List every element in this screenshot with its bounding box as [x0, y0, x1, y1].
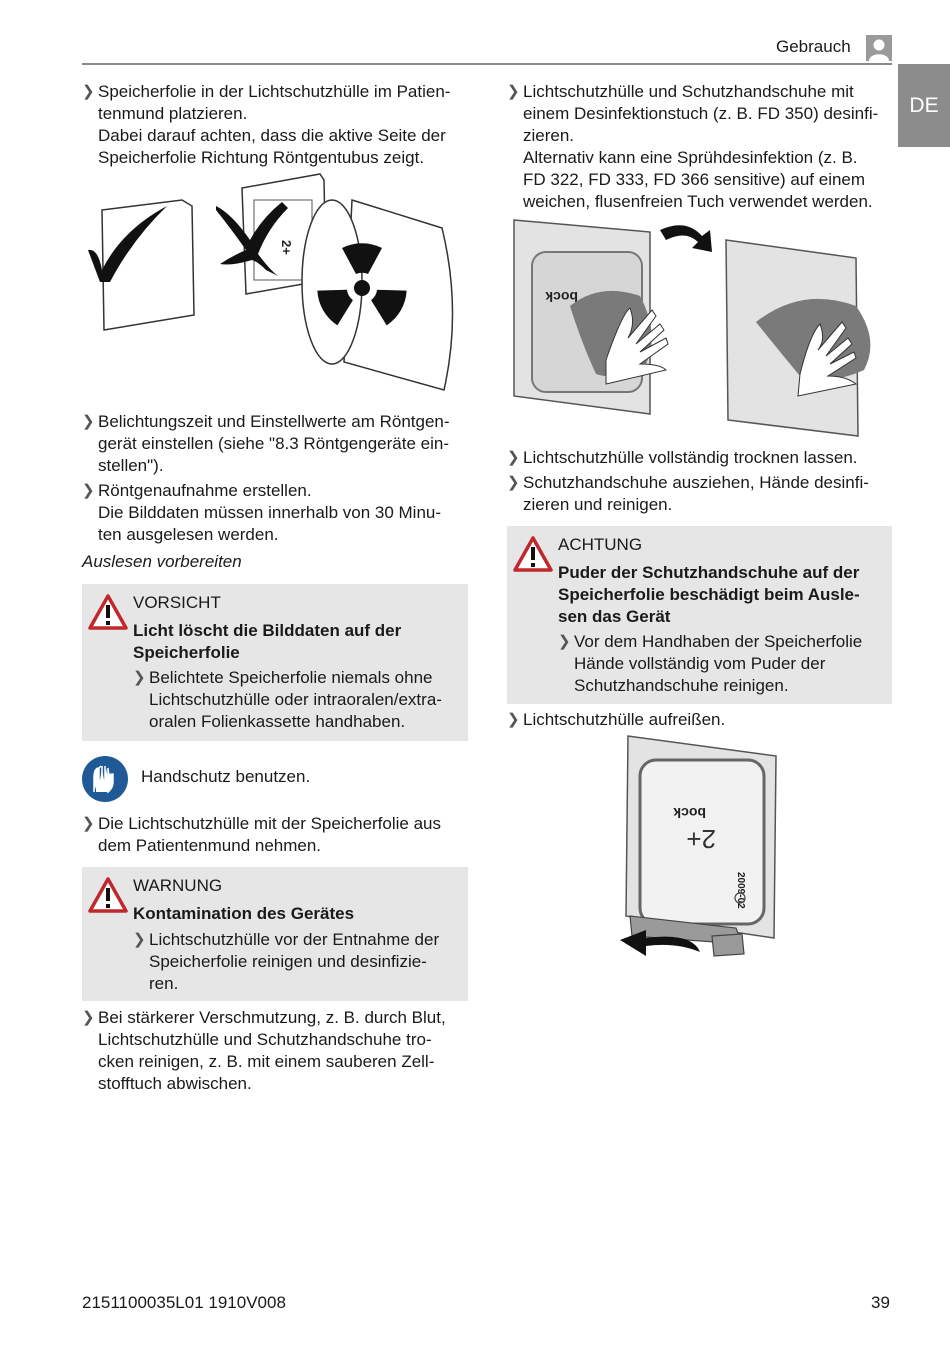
plate-size-label: 2+	[686, 824, 716, 854]
chevron-right-icon: ❯	[82, 1009, 95, 1026]
plate-size-label: 2+	[279, 240, 294, 255]
right-step-2: ❯ Lichtschutzhülle vollständig trocknen lassen.	[507, 448, 858, 467]
left-step-1: ❯ Speicherfolie in der Lichtschutzhülle im Patien- tenmund platzieren. Dabei darauf achten, dass die aktive Seite der Speicherfolie Richtung Röntgentubus zeigt.	[82, 82, 451, 167]
chevron-right-icon: ❯	[507, 474, 520, 491]
caution-title: Licht löscht die Bilddaten auf der Speicherfolie	[133, 621, 402, 662]
right-step-4: ❯ Lichtschutzhülle aufreißen.	[507, 710, 726, 729]
chevron-right-icon: ❯	[82, 815, 95, 832]
notice-signal: ACHTUNG	[558, 535, 643, 554]
brand-label: bock	[545, 289, 578, 305]
chevron-right-icon: ❯	[82, 413, 95, 430]
right-step-3: ❯ Schutzhandschuhe ausziehen, Hände desinfi- zieren und reinigen.	[507, 473, 869, 514]
document-id: 2151100035L01 1910V008	[82, 1293, 286, 1312]
chevron-right-icon: ❯	[558, 633, 571, 650]
page-number: 39	[871, 1293, 890, 1312]
section-title: Gebrauch	[776, 37, 851, 56]
warning-triangle-icon	[88, 877, 128, 913]
glove-icon	[82, 756, 128, 802]
right-step-1: ❯ Lichtschutzhülle und Schutzhandschuhe mit einem Desinfektionstuch (z. B. FD 350) desinfi- zieren. Alternativ kann eine Sprühdesinfektion (z. B. FD 322, FD 333, FD 366 sensitive) auf einem weichen, flusenfreien Tuch verwendet werden.	[507, 82, 879, 211]
user-icon	[866, 35, 892, 61]
chevron-right-icon: ❯	[133, 931, 146, 948]
left-step-4: ❯ Die Lichtschutzhülle mit der Speicherfolie aus dem Patientenmund nehmen.	[82, 814, 442, 855]
language-tab: DE	[898, 64, 950, 147]
notice-item: ❯ Vor dem Handhaben der Speicherfolie Hände vollständig vom Puder der Schutzhandschuhe reinigen.	[558, 632, 863, 695]
placement-figure	[82, 170, 472, 400]
warning-triangle-icon	[88, 594, 128, 630]
chevron-right-icon: ❯	[82, 482, 95, 499]
warning-signal: WARNUNG	[133, 876, 223, 895]
disinfection-figure	[510, 214, 890, 440]
notice-title: Puder der Schutzhandschuhe auf der Speicherfolie beschädigt beim Ausle- sen das Gerät	[558, 563, 860, 626]
left-step-2: ❯ Belichtungszeit und Einstellwerte am Röntgen- gerät einstellen (siehe "8.3 Röntgengeräte ein- stellen").	[82, 412, 450, 475]
tear-open-figure	[616, 732, 786, 964]
chevron-right-icon: ❯	[133, 669, 146, 686]
warning-title: Kontamination des Gerätes	[133, 904, 355, 923]
chevron-right-icon: ❯	[507, 711, 520, 728]
left-step-5: ❯ Bei stärkerer Verschmutzung, z. B. durch Blut, Lichtschutzhülle und Schutzhandschuhe tro- cken reinigen, z. B. mit einem sauberen Zell- stofftuch abwischen.	[82, 1008, 446, 1093]
brand-label: bock	[673, 805, 706, 821]
chevron-right-icon: ❯	[82, 83, 95, 100]
left-step-3: ❯ Röntgenaufnahme erstellen. Die Bilddaten müssen innerhalb von 30 Minu- ten ausgelesen werden.	[82, 481, 442, 544]
caution-item: ❯ Belichtete Speicherfolie niemals ohne Lichtschutzhülle oder intraoralen/extra- oralen Folienkassette handhaben.	[133, 668, 442, 731]
glove-note: Handschutz benutzen.	[141, 767, 311, 786]
notice-box	[507, 526, 892, 704]
header-rule	[82, 63, 892, 65]
flip-arrow-icon	[660, 225, 712, 252]
subheading: Auslesen vorbereiten	[82, 552, 242, 571]
plate-code-label: 2009-02	[735, 872, 746, 909]
warning-triangle-icon	[513, 536, 553, 572]
chevron-right-icon: ❯	[507, 449, 520, 466]
caution-box	[82, 584, 468, 741]
warning-item: ❯ Lichtschutzhülle vor der Entnahme der Speicherfolie reinigen und desinfizie- ren.	[133, 930, 440, 993]
caution-signal: VORSICHT	[133, 593, 221, 612]
chevron-right-icon: ❯	[507, 83, 520, 100]
warning-box	[82, 867, 468, 1001]
